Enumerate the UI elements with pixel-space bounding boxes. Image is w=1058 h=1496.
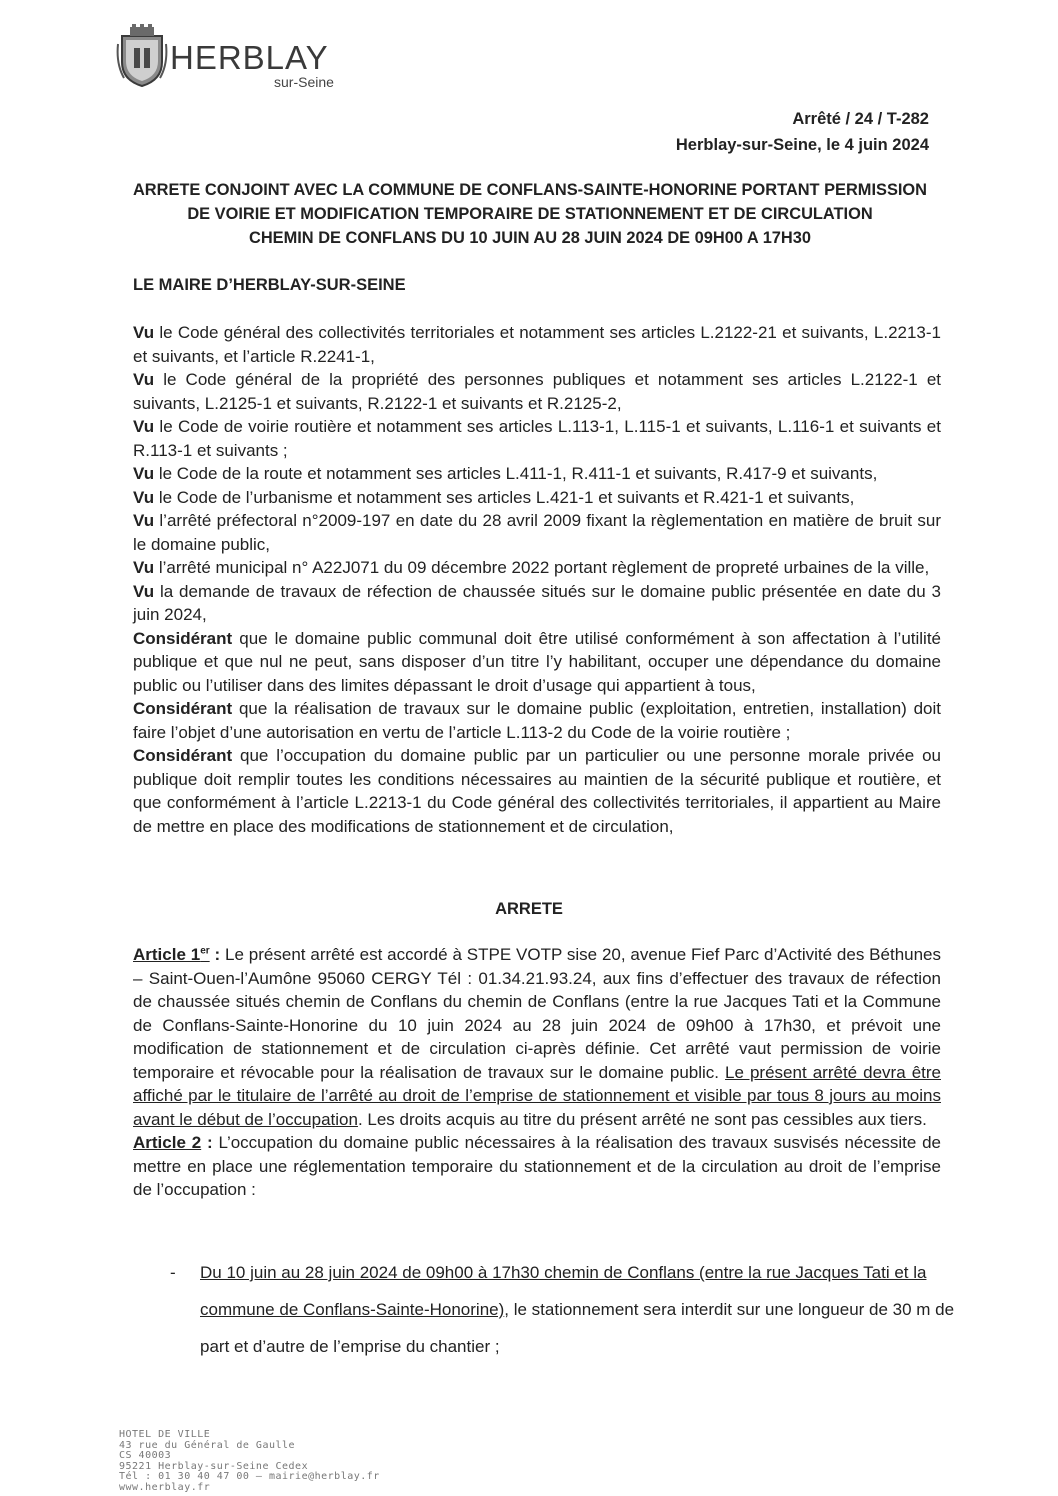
place-date: Herblay-sur-Seine, le 4 juin 2024	[675, 136, 929, 154]
bullet-dash: -	[170, 1263, 176, 1282]
arrete-heading: ARRETE	[495, 900, 563, 918]
bullet-text: Du 10 juin au 28 juin 2024 de 09h00 à 17h30 chemin de Conflans (entre la rue Jacques Tati et la commune de Conflans-Sainte-Honorine), le stationnement sera interdit sur une longueur de 30 m de part et d’autre de l’emprise du chantier ;	[200, 1263, 955, 1356]
consideration-item: Considérant que la réalisation de travaux sur le domaine public (exploitation, entretien, installation) doit faire l’objet d’une autorisation en vertu de l’article L.113-2 du Code de la voirie routière ;	[133, 699, 941, 742]
consideration-item: Vu le Code de voirie routière et notamment ses articles L.113-1, L.115-1 et suivants, L.116-1 et suivants et R.113-1 et suivants ;	[133, 417, 941, 460]
consideration-item: Considérant que le domaine public communal doit être utilisé conformément à son affectation à l’utilité publique et que nul ne peut, sans disposer d’un titre l’y habilitant, occuper une dépendance du domaine public ou l’utiliser dans des limites dépassant le droit d’usage qui appartient à tous,	[133, 628, 941, 695]
article-2: Article 2 : L’occupation du domaine public nécessaires à la réalisation des travaux susvisés nécessite de mettre en place une réglementation temporaire du stationnement et de la circulation au droit de l’emprise de l’occupation :	[133, 1133, 942, 1199]
consideration-item: Vu la demande de travaux de réfection de chaussée situés sur le domaine public présentée en date du 3 juin 2024,	[133, 581, 941, 624]
consideration-item: Vu l’arrêté préfectoral n°2009-197 en date du 28 avril 2009 fixant la règlementation en matière de bruit sur le domaine public,	[133, 511, 941, 554]
title-line: ARRETE CONJOINT AVEC LA COMMUNE DE CONFLANS-SAINTE-HONORINE PORTANT PERMISSION	[132, 181, 928, 199]
article-2-label: Article 2	[133, 1133, 202, 1152]
title-line: CHEMIN DE CONFLANS DU 10 JUIN AU 28 JUIN 2024 DE 09H00 A 17H30	[248, 229, 811, 247]
town-hall-footer	[119, 1430, 380, 1493]
footer-line: 43 rue du Général de Gaulle	[119, 1439, 296, 1451]
footer-line: CS 40003	[119, 1450, 172, 1461]
article-1: Article 1er : Le présent arrêté est accordé à STPE VOTP sise 20, avenue Fief Parc d’Activité des Béthunes – Saint-Ouen-l’Aumône 95060 CERGY Tél : 01.34.21.93.24, aux fins d’effectuer des travaux de réfection de chaussée situés chemin de Conflans du chemin de Conflans (entre la rue Jacques Tati et la Commune de Conflans-Sainte-Honorine du 10 juin 2024 au 28 juin 2024 de 09h00 à 17h30, et prévoit une modification de stationnement et de circulation ci-après définie. Cet arrêté vaut permission de voirie temporaire et révocable pour la réalisation de travaux sur le domaine public. Le présent arrêté devra être affiché par le titulaire de l’arrêté au droit de l’emprise de stationnement et visible par tous 8 jours au moins avant le début de l’occupation. Les droits acquis au titre du présent arrêté ne sont pas cessibles aux tiers.	[133, 945, 942, 1129]
footer-line: HOTEL DE VILLE	[119, 1429, 211, 1440]
decree-reference	[676, 106, 929, 158]
article-1-label: Article 1er	[133, 945, 210, 964]
logo-subtitle: sur-Seine	[274, 74, 334, 90]
footer-line: Tél : 01 30 40 47 00 – mairie@herblay.fr	[119, 1471, 380, 1482]
consideration-item: Vu le Code de l’urbanisme et notamment ses articles L.421-1 et suivants et R.421-1 et suivants,	[133, 487, 855, 507]
consideration-item: Vu le Code de la route et notamment ses articles L.411-1, R.411-1 et suivants, R.417-9 et suivants,	[133, 464, 878, 483]
mayor-heading: LE MAIRE D’HERBLAY-SUR-SEINE	[133, 276, 406, 294]
coat-of-arms-icon	[116, 24, 168, 88]
articles	[133, 943, 941, 1202]
footer-line: 95221 Herblay-sur-Seine Cedex	[119, 1460, 309, 1472]
decree-title	[110, 178, 950, 250]
article-2-bullet	[170, 1254, 960, 1365]
footer-line: www.herblay.fr	[119, 1481, 211, 1493]
decree-number: Arrêté / 24 / T-282	[792, 110, 929, 128]
logo-name: HERBLAY	[170, 39, 329, 76]
title-line: DE VOIRIE ET MODIFICATION TEMPORAIRE DE STATIONNEMENT ET DE CIRCULATION	[187, 205, 873, 223]
consideration-item: Vu le Code général des collectivités territoriales et notamment ses articles L.2122-21 et suivants, L.2213-1 et suivants, et l’article R.2241-1,	[133, 323, 941, 366]
consideration-item: Vu l’arrêté municipal n° A22J071 du 09 décembre 2022 portant règlement de propreté urbaines de la ville,	[133, 558, 930, 577]
consideration-item: Considérant que l’occupation du domaine public par un particulier ou une personne morale privée ou publique doit remplir toutes les conditions nécessaires au maintien de la sécurité publique et routière, et que conformément à l’article L.2213-1 du Code général des collectivités territoriales, il appartient au Maire de mettre en place des modifications de stationnement et de circulation,	[133, 746, 941, 836]
city-logo	[116, 24, 366, 94]
considerations	[133, 321, 941, 838]
consideration-item: Vu le Code général de la propriété des personnes publiques et notamment ses articles L.2122-1 et suivants, L.2125-1 et suivants, R.2122-1 et suivants et R.2125-2,	[133, 370, 941, 413]
